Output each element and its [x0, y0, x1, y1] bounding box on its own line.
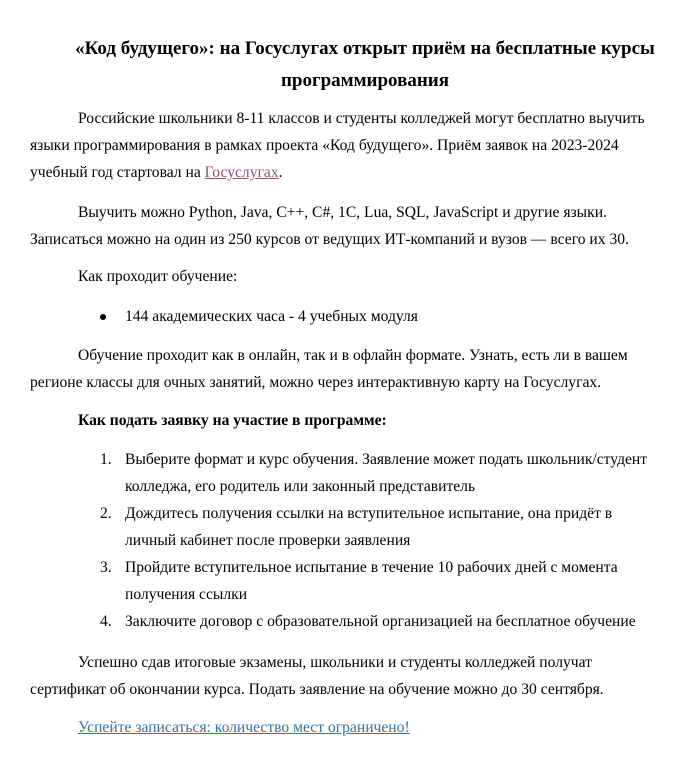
step-number: 1. — [100, 451, 112, 468]
gosuslugi-link[interactable]: Госуслугах — [204, 164, 279, 181]
certificate-paragraph: Успешно сдав итоговые экзамены, школьники и студенты колледжей получат сертификат об окончании курса. Подать заявление на обучение можно до 30 сентября. — [30, 654, 604, 698]
steps-list — [0, 446, 665, 635]
languages-paragraph: Выучить можно Python, Java, C++, C#, 1C, Lua, SQL, JavaScript и другие языки. Записаться можно на один из 250 курсов от ведущих ИТ-компаний и вузов — всего их 30. — [30, 204, 629, 248]
training-bullet-list — [0, 303, 665, 330]
list-item — [0, 608, 665, 635]
list-item — [0, 446, 665, 500]
cta-link[interactable]: Успейте записаться: количество мест ограничено! — [78, 719, 410, 736]
intro-text: Российские школьники 8-11 классов и студенты колледжей могут бесплатно выучить языки программирования в рамках проекта «Код будущего». Приём заявок на 2023-2024 учебный год стартовал на — [30, 110, 645, 181]
article-title: «Код будущего»: на Госуслугах открыт приём на бесплатные курсы программирования — [75, 38, 655, 91]
step-text: Дождитесь получения ссылки на вступительное испытание, она придёт в личный кабинет после проверки заявления — [125, 505, 613, 549]
cta-paragraph — [30, 714, 670, 741]
intro-paragraph — [30, 105, 670, 186]
intro-end: . — [278, 164, 283, 181]
list-item — [0, 554, 665, 608]
bullet-text: 144 академических часа - 4 учебных модуля — [125, 308, 418, 325]
step-number: 3. — [100, 559, 112, 576]
list-item — [0, 303, 665, 330]
step-number: 4. — [100, 613, 112, 630]
step-text: Выберите формат и курс обучения. Заявление может подать школьник/студент колледжа, его родитель или законный представитель — [125, 451, 648, 495]
step-number: 2. — [100, 505, 112, 522]
training-intro: Как проходит обучение: — [78, 268, 238, 285]
bullet-dot-icon — [100, 314, 106, 320]
step-text: Заключите договор с образовательной организацией на бесплатное обучение — [125, 613, 636, 630]
list-item — [0, 500, 665, 554]
apply-heading: Как подать заявку на участие в программе: — [78, 412, 387, 429]
format-paragraph: Обучение проходит как в онлайн, так и в офлайн формате. Узнать, есть ли в вашем регионе классы для очных занятий, можно через интерактивную карту на Госуслугах. — [30, 347, 628, 391]
step-text: Пройдите вступительное испытание в течение 10 рабочих дней с момента получения ссылки — [125, 559, 618, 603]
